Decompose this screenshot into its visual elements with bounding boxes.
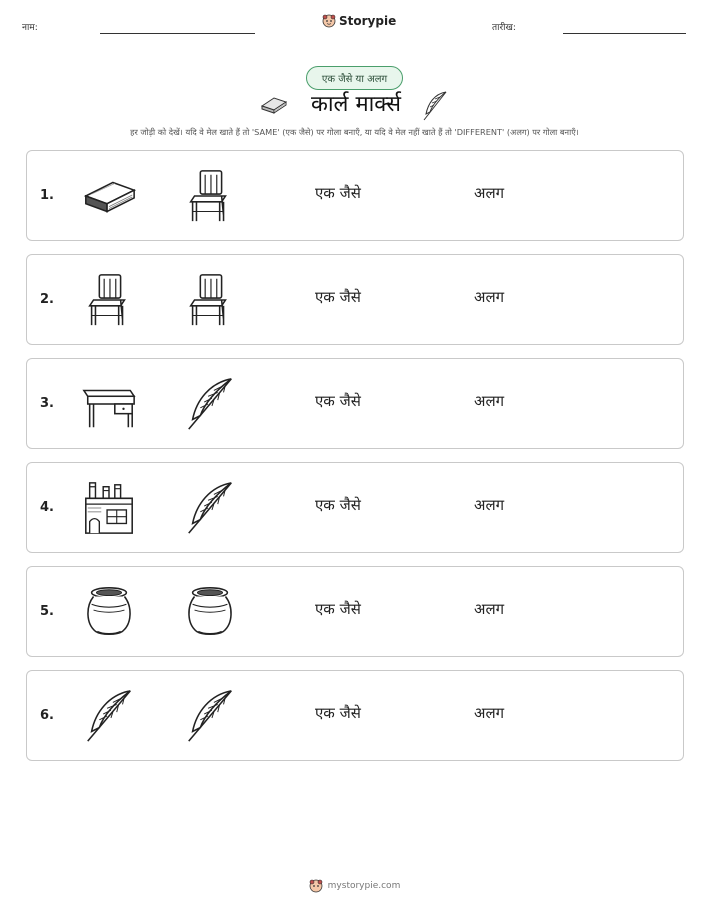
question-row: [26, 254, 684, 345]
question-row: [26, 566, 684, 657]
option-different[interactable]: अलग: [474, 288, 505, 306]
chair-icon: [80, 271, 138, 329]
brand-logo: [322, 14, 396, 28]
book-icon: [258, 94, 288, 116]
feather-icon: [181, 687, 239, 745]
book-icon: [80, 167, 138, 225]
question-number: 5.: [40, 604, 54, 619]
pot-icon: [181, 583, 239, 641]
option-different[interactable]: अलग: [474, 392, 505, 410]
pot-icon: [80, 583, 138, 641]
option-different[interactable]: अलग: [474, 496, 505, 514]
option-different[interactable]: अलग: [474, 600, 505, 618]
feather-icon: [80, 687, 138, 745]
question-number: 3.: [40, 396, 54, 411]
storypie-mascot-icon: [322, 14, 336, 28]
question-number: 2.: [40, 292, 54, 307]
feather-icon: [420, 90, 450, 122]
page-title: कार्ल मार्क्स: [310, 92, 402, 117]
question-number: 1.: [40, 188, 54, 203]
instructions-text: हर जोड़ी को देखें। यदि वे मेल खाते हैं तो 'SAME' (एक जैसे) पर गोला बनाएँ, या यदि वे मेल नहीं खाते हैं तो 'DIFFERENT' (अलग) पर गोला बनाएँ।: [130, 127, 579, 137]
worksheet-header: [0, 14, 709, 38]
feather-icon: [181, 375, 239, 433]
title-row: [0, 88, 709, 124]
question-number: 4.: [40, 500, 54, 515]
desk-icon: [80, 375, 138, 433]
option-different[interactable]: अलग: [474, 704, 505, 722]
option-same[interactable]: एक जैसे: [315, 288, 361, 306]
footer-site[interactable]: mystorypie.com: [327, 881, 401, 891]
chair-icon: [181, 167, 239, 225]
storypie-mascot-icon: [309, 879, 323, 893]
brand-name: Storypie: [339, 14, 397, 28]
chair-icon: [181, 271, 239, 329]
option-different[interactable]: अलग: [474, 184, 505, 202]
question-row: [26, 462, 684, 553]
question-number: 6.: [40, 708, 54, 723]
name-label: नाम:: [22, 23, 38, 33]
question-row: [26, 670, 684, 761]
option-same[interactable]: एक जैसे: [315, 600, 361, 618]
name-line[interactable]: [100, 33, 255, 34]
feather-icon: [181, 479, 239, 537]
date-line[interactable]: [563, 33, 686, 34]
question-row: [26, 150, 684, 241]
date-label: तारीख:: [492, 23, 516, 33]
footer: [0, 879, 709, 893]
worksheet-type-tag: एक जैसे या अलग: [306, 66, 403, 90]
option-same[interactable]: एक जैसे: [315, 392, 361, 410]
factory-icon: [80, 479, 138, 537]
option-same[interactable]: एक जैसे: [315, 184, 361, 202]
option-same[interactable]: एक जैसे: [315, 496, 361, 514]
option-same[interactable]: एक जैसे: [315, 704, 361, 722]
question-row: [26, 358, 684, 449]
